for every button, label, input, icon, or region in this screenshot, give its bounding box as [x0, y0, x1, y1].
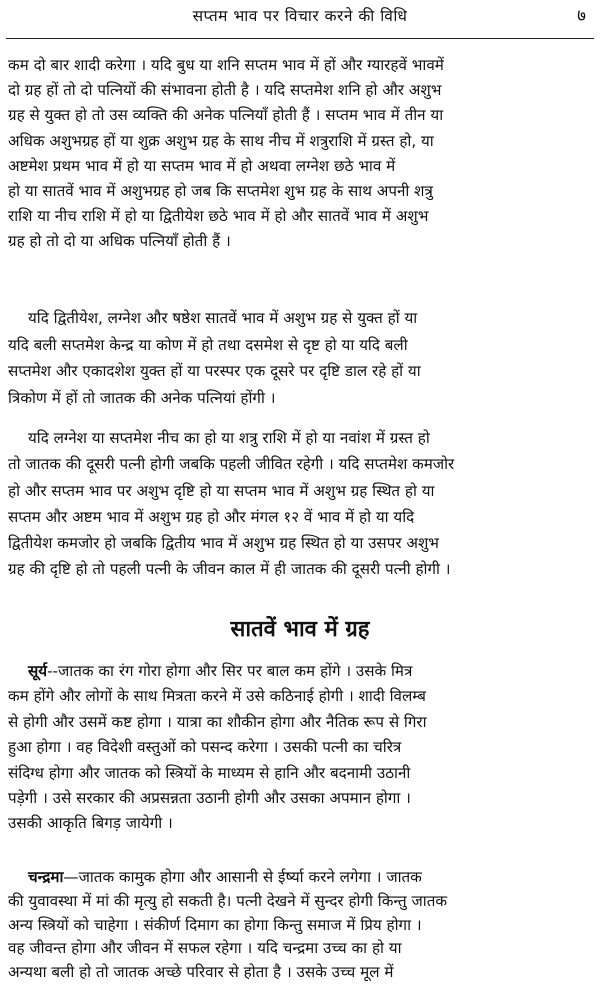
running-title: सप्तम भाव पर विचार करने की विधि	[192, 7, 408, 25]
page-number: ७	[577, 6, 586, 26]
text-line: हो या सातवें भाव में अशुभग्रह हो जब कि सप्तमेश शुभ ग्रह के साथ अपनी शत्रु	[8, 182, 433, 201]
text-line: से होगी और उसमें कष्ट होगा । यात्रा का शौकीन होगा और नैतिक रूप से गिरा	[8, 712, 427, 731]
text-line: यदि द्वितीयेश, लग्नेश और षष्ठेश सातवें भाव में अशुभ ग्रह से युक्त हों या	[28, 309, 418, 327]
section-heading: सातवें भाव में ग्रह	[230, 617, 370, 642]
text-line: अष्टमेश प्रथम भाव में हो या सप्तम भाव में हो अथवा लग्नेश छठे भाव में	[8, 156, 396, 175]
text-line: अन्यथा बली हो तो जातक अच्छे परिवार से होता है । उसके उच्च मूल में	[8, 963, 394, 982]
text-line: की युवावस्था में मां की मृत्यु हो सकती है। पत्नी देखने में सुन्दर होगी किन्तु जातक	[8, 891, 448, 910]
paragraph-multiple-wives	[8, 53, 593, 255]
text-line: कम दो बार शादी करेगा । यदि बुध या शनि सप्तम भाव में हों और ग्यारहवें भावमें	[8, 56, 444, 74]
text-line: हुआ होगा । वह विदेशी वस्तुओं को पसन्द करेगा । उसकी पत्नी का चरित्र	[8, 738, 402, 757]
text-line: कम होंगे और लोगों के साथ मित्रता करने में उसे कठिनाई होगी । शादी विलम्ब	[8, 687, 426, 706]
text-line: उसकी आकृति बिगड़ जायेगी ।	[8, 814, 173, 833]
text-fragment: —जातक कामुक होगा और आसानी से ईर्ष्या करने लगेगा । जातक	[63, 868, 422, 886]
text-line: ग्रह से युक्त हो तो उस व्यक्ति की अनेक पत्नियाँ होती हैं । सप्तम भाव में तीन या	[8, 106, 444, 125]
text-line: ग्रह की दृष्टि हो तो पहली पत्नी के जीवन काल में ही जातक की दूसरी पत्नी होगी ।	[8, 560, 451, 579]
paragraph-moon	[8, 866, 593, 985]
paragraph-sun	[8, 659, 593, 837]
text-line	[8, 659, 593, 684]
text-line: द्वितीयेश कमजोर हो जबकि द्वितीय भाव में अशुभ ग्रह स्थित हो या उसपर अशुभ	[8, 534, 439, 553]
text-line	[8, 866, 593, 890]
text-line: यदि बली सप्तमेश केन्द्र या कोण में हो तथा दसमेश से दृष्ट हो या यदि बली	[8, 335, 408, 354]
text-line: राशि या नीच राशि में हो या द्वितीयेश छठे भाव में हो और सातवें भाव में अशुभ	[8, 207, 429, 226]
text-line: हो और सप्तम भाव पर अशुभ दृष्टि हो या सप्तम भाव में अशुभ ग्रह स्थित हो या	[8, 481, 435, 500]
text-line: अधिक अशुभग्रह हों या शुक्र अशुभ ग्रह के साथ नीच में शत्रुराशि में ग्रस्त हो, या	[8, 131, 434, 150]
planet-lead-sun: सूर्य	[28, 662, 48, 680]
text-line: तो जातक की दूसरी पत्नी होगी जबकि पहली जीवित रहेगी । यदि सप्तमेश कमजोर	[8, 455, 455, 474]
text-line: पड़ेगी । उसे सरकार की अप्रसन्नता उठानी होगी और उसका अपमान होगा ।	[8, 789, 411, 808]
text-line: ग्रह हो तो दो या अधिक पत्नियाँ होती हैं ।	[8, 232, 231, 251]
header-rule	[6, 38, 594, 39]
text-line: सप्तमेश और एकादशेश युक्त हों या परस्पर एक दूसरे पर दृष्टि डाल रहे हों या	[8, 362, 421, 381]
text-line: वह जीवन्त होगा और जीवन में सफल रहेगा । यदि चन्द्रमा उच्च का हो या	[8, 939, 402, 958]
text-line: यदि लग्नेश या सप्तमेश नीच का हो या शत्रु राशि में हो या नवांश में ग्रस्त हो	[28, 429, 430, 447]
text-line: सप्तम और अष्टम भाव में अशुभ ग्रह हो और मंगल १२ वें भाव में हो या यदि	[8, 507, 415, 526]
text-line: अन्य स्त्रियों को चाहेगा । संकीर्ण दिमाग का होगा किन्तु समाज में प्रिय होगा ।	[8, 915, 422, 934]
paragraph-second-wife	[8, 425, 593, 583]
planet-lead-moon: चन्द्रमा	[28, 868, 64, 886]
text-line: त्रिकोण में हों तो जातक की अनेक पत्नियां होंगी ।	[8, 388, 276, 407]
text-fragment: --जातक का रंग गोरा होगा और सिर पर बाल कम होंगे । उसके मित्र	[47, 662, 413, 680]
text-line: संदिग्ध होगा और जातक को स्त्रियों के माध्यम से हानि और बदनामी उठानी	[8, 763, 411, 782]
paragraph-many-wives	[8, 305, 593, 411]
text-line: दो ग्रह हों तो दो पत्नियों की संभावना होती है । यदि सप्तमेश शनि हो और अशुभ	[8, 81, 442, 100]
